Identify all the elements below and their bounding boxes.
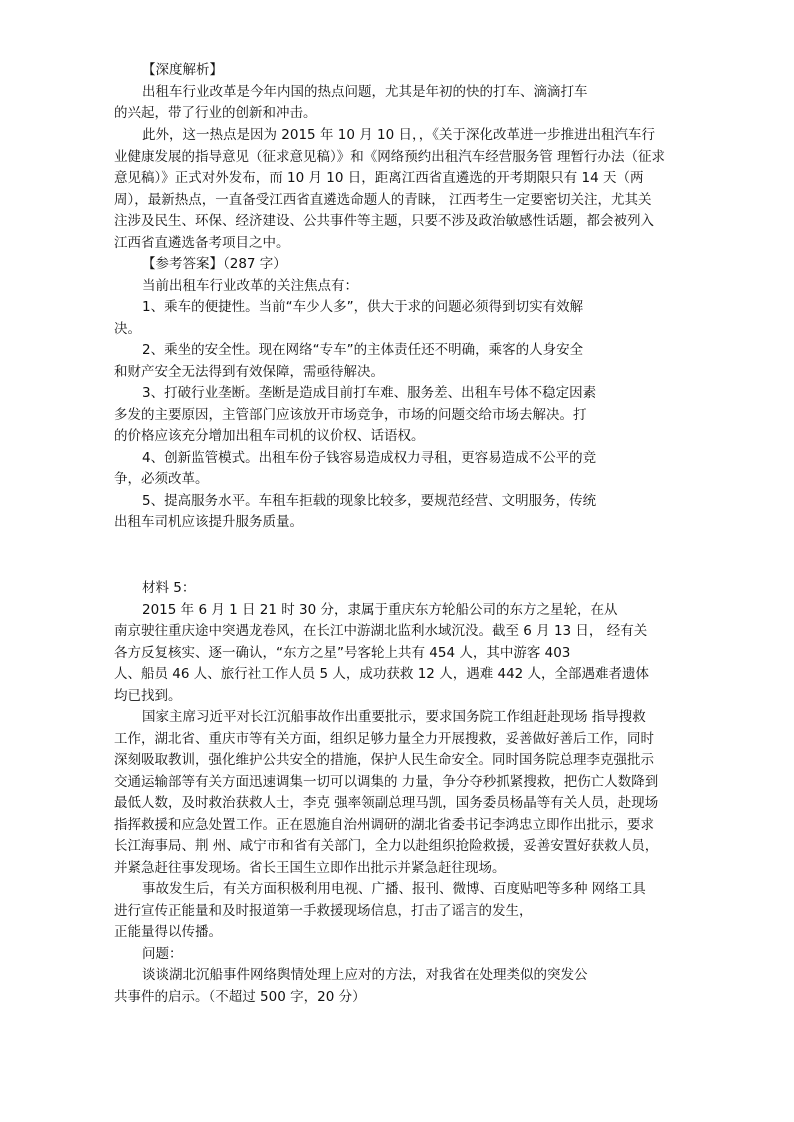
text-line: 并紧急赶往事发现场。省长王国生立即作出批示并紧急赶往现场。 — [114, 860, 506, 876]
text-line: 指挥救援和应急处置工作。正在恩施自治州调研的湖北省委书记李鸿忠立即作出批示，要求 — [114, 817, 654, 833]
list-item-cont: 和财产安全无法得到有效保障，需亟待解决。 — [114, 364, 384, 380]
text-line: 工作，湖北省、重庆市等有关方面，组织足够力量全力开展搜救，妥善做好善后工作，同时 — [114, 731, 654, 747]
question-text: 共事件的启示。（不超过 500 字，20 分） — [114, 989, 366, 1005]
text-line: 交通运输部等有关方面迅速调集一切可以调集的 力量，争分夺秒抓紧搜救，把伤亡人数降到 — [114, 774, 659, 790]
text-line: 深刻吸取教训，强化维护公共安全的措施，保护人民生命安全。同时国务院总理李克强批示 — [114, 752, 654, 768]
text-line: 均已找到。 — [114, 688, 182, 704]
text-line: 各方反复核实、逐一确认，“东方之星”号客轮上共有 454 人，其中游客 403 — [114, 645, 571, 661]
list-item-cont: 争，必须改革。 — [114, 471, 209, 487]
text-line: 进行宣传正能量和及时报道第一手救援现场信息，打击了谣言的发生， — [114, 903, 533, 919]
list-item: 1、乘车的便捷性。当前“车少人多”，供大于求的问题必须得到切实有效解 — [142, 299, 584, 315]
text-line: 的兴起，带了行业的创新和冲击。 — [114, 105, 317, 121]
section-heading: 【深度解析】 — [142, 62, 223, 78]
text-line: 国家主席习近平对长江沉船事故作出重要批示，要求国务院工作组赶赴现场 指导搜救 — [142, 709, 646, 725]
text-line: 江西省直遴选备考项目之中。 — [114, 235, 290, 251]
list-item-cont: 多发的主要原因，主管部门应该放开市场竞争，市场的问题交给市场去解决。打 — [114, 407, 587, 423]
text-line: 当前出租车行业改革的关注焦点有： — [142, 278, 358, 294]
list-item-cont: 的价格应该充分增加出租车司机的议价权、话语权。 — [114, 428, 425, 444]
material-title: 材料 5： — [142, 580, 196, 596]
list-item-cont: 决。 — [114, 321, 141, 337]
list-item: 2、乘坐的安全性。现在网络“专车”的主体责任还不明确，乘客的人身安全 — [142, 342, 584, 358]
text-line: 正能量得以传播。 — [114, 924, 222, 940]
answer-heading: 【参考答案】（287 字） — [142, 256, 287, 272]
text-line: 周），最新热点，一直备受江西省直遴选命题人的青睐， 江西考生一定要密切关注，尤其关 — [114, 192, 652, 208]
list-item-cont: 出租车司机应该提升服务质量。 — [114, 514, 303, 530]
text-line: 人、船员 46 人、旅行社工作人员 5 人，成功获救 12 人，遇难 442 人，全部遇难者遗体 — [114, 666, 650, 682]
text-line: 此外，这一热点是因为 2015 年 10 月 10 日，，《关于深化改革进一步推进出租汽车行 — [142, 127, 655, 143]
list-item: 3、打破行业垄断。垄断是造成目前打车难、服务差、出租车号体不稳定因素 — [142, 385, 597, 401]
text-line: 事故发生后，有关方面积极利用电视、广播、报刊、微博、百度贴吧等多种 网络工具 — [142, 881, 646, 897]
text-line: 南京驶往重庆途中突遇龙卷风，在长江中游湖北监利水域沉没。截至 6 月 13 日， 经有关 — [114, 623, 648, 639]
text-line: 2015 年 6 月 1 日 21 时 30 分，隶属于重庆东方轮船公司的东方之星轮，在从 — [142, 602, 618, 618]
text-line: 长江海事局、荆 州、咸宁市和省有关部门，全力以赴组织抢险救援，妥善安置好获救人员， — [114, 838, 659, 854]
list-item: 5、提高服务水平。车租车拒载的现象比较多，要规范经营、文明服务，传统 — [142, 493, 597, 509]
list-item: 4、创新监管模式。出租车份子钱容易造成权力寻租，更容易造成不公平的竞 — [142, 450, 597, 466]
text-line: 最低人数，及时救治获救人士，李克 强率领副总理马凯，国务委员杨晶等有关人员，赴现场 — [114, 795, 659, 811]
text-line: 出租车行业改革是今年内国的热点问题，尤其是年初的快的打车、滴滴打车 — [142, 84, 588, 100]
text-line: 业健康发展的指导意见（征求意见稿）》和《网络预约出租汽车经营服务管 理暂行办法（征求 — [114, 149, 666, 165]
text-line: 意见稿）》正式对外发布，而 10 月 10 日，距离江西省直遴选的开考期限只有 14 天（两 — [114, 170, 644, 186]
text-line: 注涉及民生、环保、经济建设、公共事件等主题，只要不涉及政治敏感性话题，都会被列入 — [114, 213, 654, 229]
question-text: 谈谈湖北沉船事件网络舆情处理上应对的方法，对我省在处理类似的突发公 — [142, 967, 588, 983]
question-label: 问题： — [142, 946, 183, 962]
